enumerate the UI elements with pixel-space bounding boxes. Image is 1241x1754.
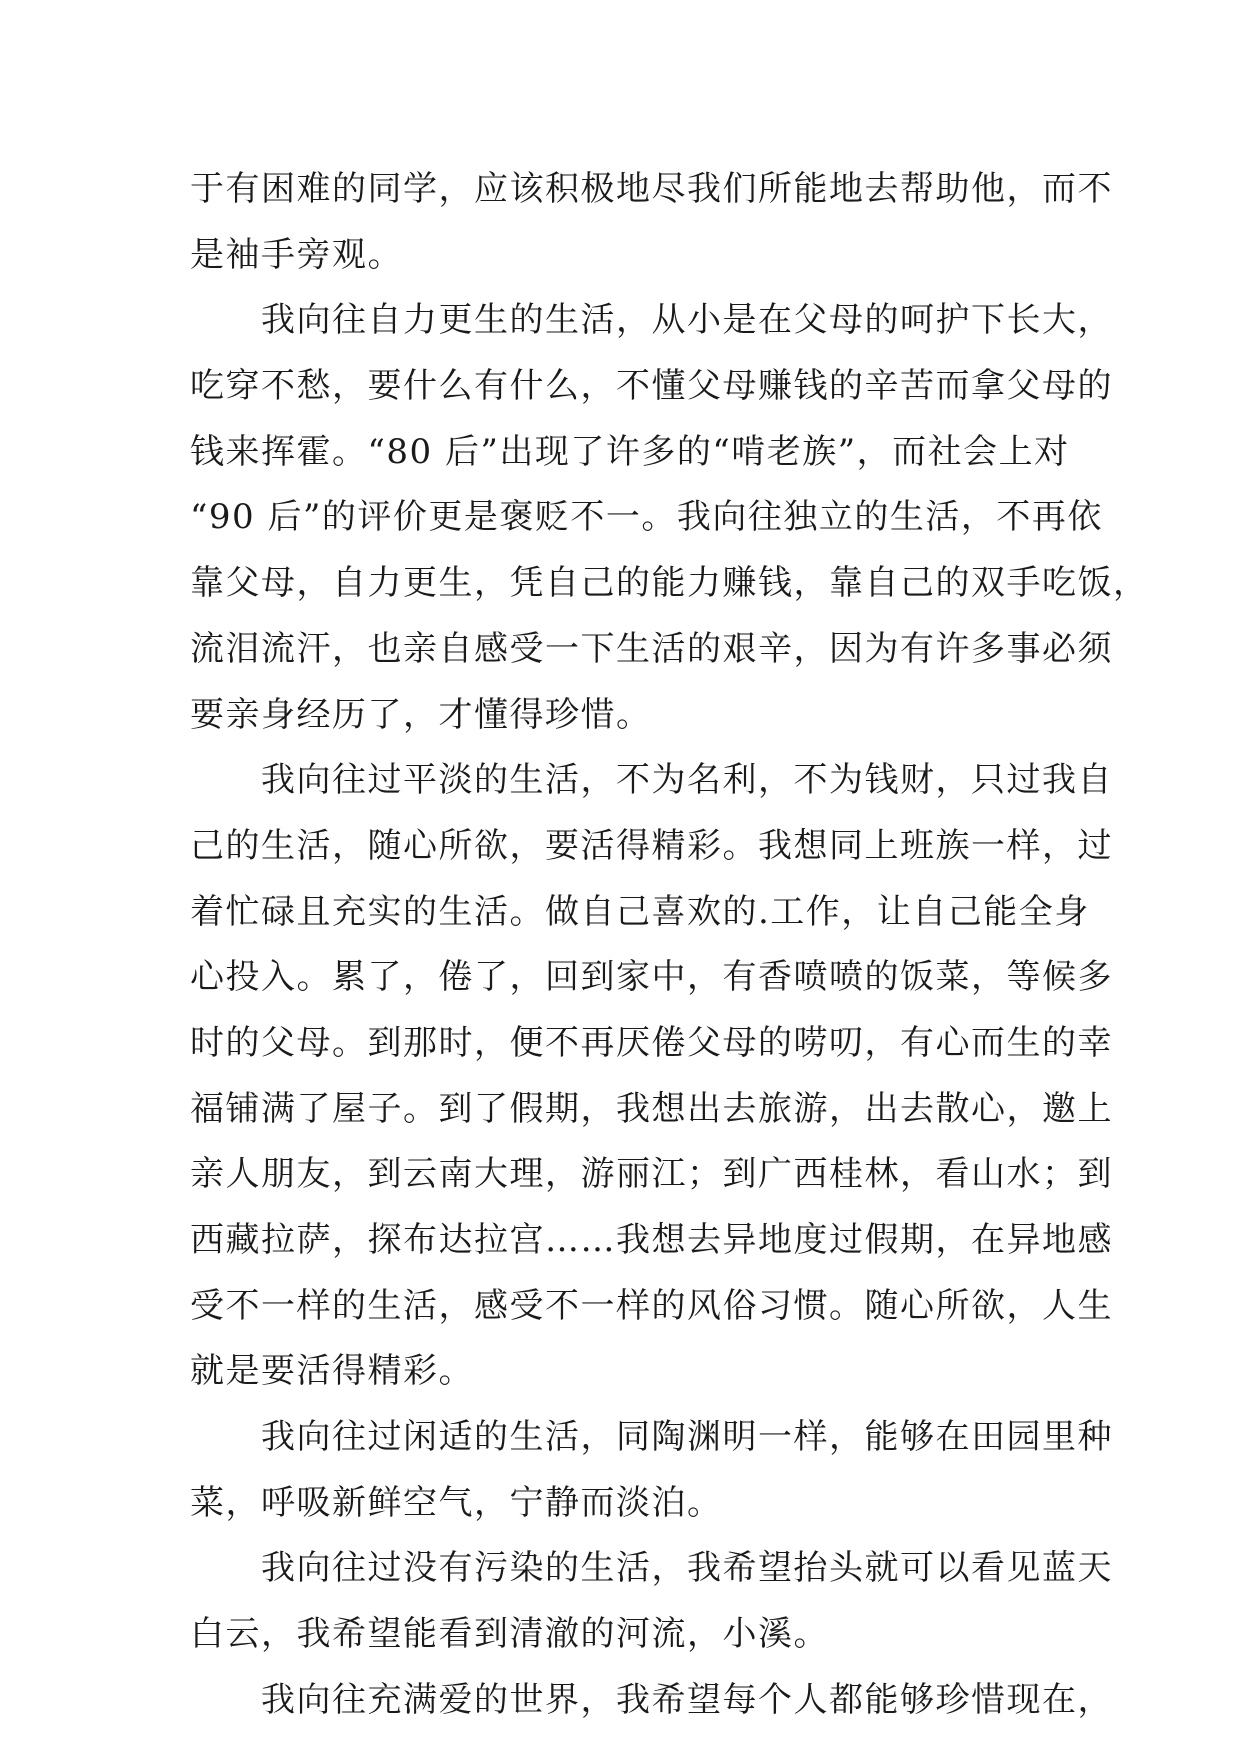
- text-line: 心投入。累了，倦了，回到家中，有香喷喷的饭菜，等候多: [190, 957, 1113, 998]
- body-text: [190, 157, 1149, 1734]
- text-line: 西藏拉萨，探布达拉宫……我想去异地度过假期，在异地感: [190, 1220, 1113, 1260]
- text-line: 是袖手旁观。: [190, 234, 403, 275]
- text-line: 于有困难的同学，应该积极地尽我们所能地去帮助他，而不: [190, 169, 1113, 209]
- text-line: 福铺满了屋子。到了假期，我想出去旅游，出去散心，邀上: [190, 1088, 1113, 1129]
- text-line: 白云，我希望能看到清澈的河流，小溪。: [190, 1614, 829, 1655]
- text-line: 吃穿不愁，要什么有什么，不懂父母赚钱的辛苦而拿父母的: [190, 366, 1113, 407]
- text-line: 靠父母，自力更生，凭自己的能力赚钱，靠自己的双手吃饭，: [190, 563, 1149, 604]
- text-line: 着忙碌且充实的生活。做自己喜欢的.工作，让自己能全身: [190, 891, 1090, 932]
- text-line: 我向往过平淡的生活，不为名利，不为钱财，只过我自: [190, 760, 1113, 801]
- text-line: 我向往充满爱的世界，我希望每个人都能够珍惜现在，: [190, 1679, 1113, 1720]
- text-line: 我向往自力更生的生活，从小是在父母的呵护下长大，: [190, 300, 1113, 341]
- text-line: 受不一样的生活，感受不一样的风俗习惯。随心所欲，人生: [190, 1285, 1113, 1326]
- text-line: 要亲身经历了，才懂得珍惜。: [190, 694, 652, 735]
- text-line: 流泪流汗，也亲自感受一下生活的艰辛，因为有许多事必须: [190, 628, 1113, 669]
- text-line: 我向往过没有污染的生活，我希望抬头就可以看见蓝天: [190, 1548, 1113, 1589]
- text-line: 己的生活，随心所欲，要活得精彩。我想同上班族一样，过: [190, 825, 1113, 866]
- text-line: 时的父母。到那时，便不再厌倦父母的唠叨，有心而生的幸: [190, 1022, 1113, 1063]
- text-line: 钱来挥霍。“80 后”出现了许多的“啃老族”，而社会上对: [190, 431, 1070, 472]
- text-line: “90 后”的评价更是褒贬不一。我向往独立的生活，不再依: [190, 497, 1103, 538]
- text-line: 就是要活得精彩。: [190, 1351, 474, 1392]
- text-line: 我向往过闲适的生活，同陶渊明一样，能够在田园里种: [190, 1417, 1113, 1458]
- text-line: 菜，呼吸新鲜空气，宁静而淡泊。: [190, 1482, 723, 1523]
- text-line: 亲人朋友，到云南大理，游丽江；到广西桂林，看山水；到: [190, 1154, 1113, 1195]
